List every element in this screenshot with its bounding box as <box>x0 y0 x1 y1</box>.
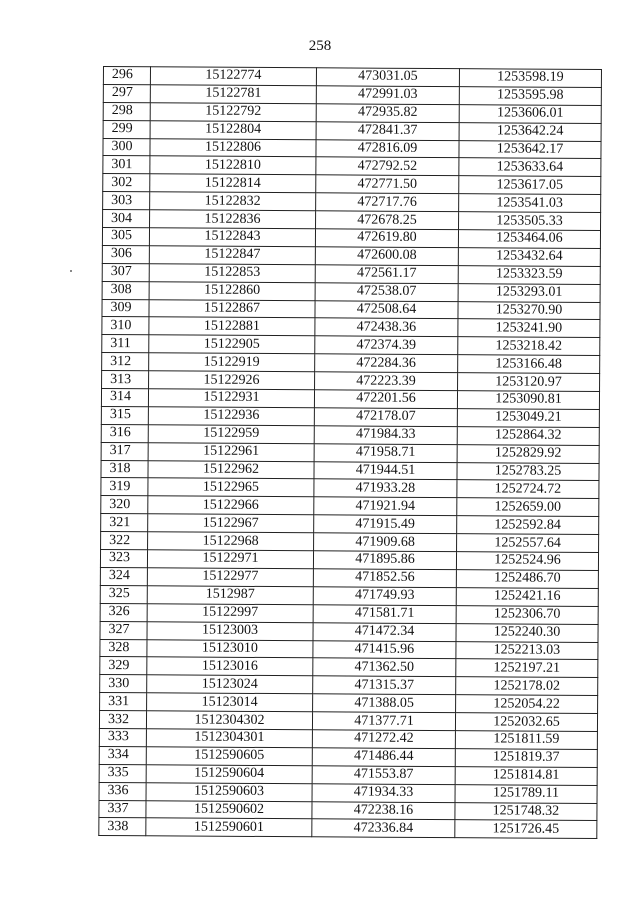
point-id-cell: 15122905 <box>149 335 315 354</box>
y-coordinate-cell: 1251814.81 <box>455 766 597 785</box>
row-number-cell: 310 <box>102 317 149 335</box>
x-coordinate-cell: 471909.68 <box>314 533 457 552</box>
point-id-cell: 15122832 <box>150 192 316 211</box>
row-number-cell: 332 <box>99 711 146 729</box>
row-number-cell: 304 <box>103 210 150 228</box>
page-number: 258 <box>308 38 332 54</box>
row-number-cell: 314 <box>101 389 148 407</box>
point-id-cell: 15122781 <box>150 85 316 104</box>
x-coordinate-cell: 472438.36 <box>315 318 458 337</box>
point-id-cell: 15123016 <box>147 657 313 676</box>
row-number-cell: 321 <box>101 514 148 532</box>
x-coordinate-cell: 472223.39 <box>315 372 458 391</box>
point-id-cell: 15122966 <box>148 496 314 515</box>
y-coordinate-cell: 1253090.81 <box>457 391 599 410</box>
row-number-cell: 298 <box>103 102 150 120</box>
y-coordinate-cell: 1253617.05 <box>459 176 601 195</box>
point-id-cell: 1512590604 <box>146 765 312 784</box>
y-coordinate-cell: 1252178.02 <box>456 677 598 696</box>
point-id-cell: 1512590602 <box>146 800 312 819</box>
x-coordinate-cell: 471984.33 <box>314 426 457 445</box>
point-id-cell: 15122810 <box>150 156 316 175</box>
row-number-cell: 333 <box>99 728 146 746</box>
y-coordinate-cell: 1252524.96 <box>456 552 598 571</box>
x-coordinate-cell: 472619.80 <box>315 229 458 248</box>
row-number-cell: 331 <box>100 693 147 711</box>
x-coordinate-cell: 472336.84 <box>312 819 455 838</box>
x-coordinate-cell: 472771.50 <box>316 175 459 194</box>
row-number-cell: 322 <box>101 532 148 550</box>
point-id-cell: 15122926 <box>149 371 315 390</box>
row-number-cell: 325 <box>100 585 147 603</box>
x-coordinate-cell: 471486.44 <box>312 748 455 767</box>
point-id-cell: 15123024 <box>147 675 313 694</box>
row-number-cell: 315 <box>101 406 148 424</box>
row-number-cell: 335 <box>99 764 146 782</box>
row-number-cell: 317 <box>101 442 148 460</box>
row-number-cell: 328 <box>100 639 147 657</box>
row-number-cell: 327 <box>100 621 147 639</box>
x-coordinate-cell: 472284.36 <box>315 354 458 373</box>
y-coordinate-cell: 1252213.03 <box>456 641 598 660</box>
x-coordinate-cell: 471895.86 <box>313 551 456 570</box>
point-id-cell: 15122881 <box>149 317 315 336</box>
x-coordinate-cell: 472935.82 <box>316 104 459 123</box>
y-coordinate-cell: 1253049.21 <box>457 409 599 428</box>
y-coordinate-cell: 1251748.32 <box>455 802 597 821</box>
y-coordinate-cell: 1253595.98 <box>459 87 601 106</box>
y-coordinate-cell: 1252421.16 <box>456 587 598 606</box>
point-id-cell: 15122962 <box>148 460 314 479</box>
x-coordinate-cell: 472561.17 <box>315 265 458 284</box>
row-number-cell: 336 <box>99 782 146 800</box>
point-id-cell: 15122806 <box>150 138 316 157</box>
point-id-cell: 15122814 <box>150 174 316 193</box>
point-id-cell: 1512590605 <box>146 747 312 766</box>
y-coordinate-cell: 1251811.59 <box>455 731 597 750</box>
y-coordinate-cell: 1253464.06 <box>458 230 600 249</box>
x-coordinate-cell: 471272.42 <box>312 730 455 749</box>
y-coordinate-cell: 1253218.42 <box>458 337 600 356</box>
x-coordinate-cell: 471915.49 <box>314 515 457 534</box>
y-coordinate-cell: 1252724.72 <box>457 480 599 499</box>
y-coordinate-cell: 1253241.90 <box>458 319 600 338</box>
y-coordinate-cell: 1251726.45 <box>455 820 597 839</box>
y-coordinate-cell: 1253166.48 <box>458 355 600 374</box>
point-id-cell: 15122919 <box>149 353 315 372</box>
x-coordinate-cell: 472991.03 <box>316 86 459 105</box>
point-id-cell: 15122959 <box>148 425 314 444</box>
y-coordinate-cell: 1252240.30 <box>456 623 598 642</box>
row-number-cell: 311 <box>102 335 149 353</box>
point-id-cell: 15122936 <box>148 407 314 426</box>
y-coordinate-cell: 1252783.25 <box>457 462 599 481</box>
row-number-cell: 329 <box>100 657 147 675</box>
row-number-cell: 318 <box>101 460 148 478</box>
x-coordinate-cell: 471415.96 <box>313 640 456 659</box>
x-coordinate-cell: 471315.37 <box>313 676 456 695</box>
row-number-cell: 307 <box>102 263 149 281</box>
x-coordinate-cell: 472841.37 <box>316 121 459 140</box>
x-coordinate-cell: 472600.08 <box>315 247 458 266</box>
row-number-cell: 330 <box>100 675 147 693</box>
y-coordinate-cell: 1252557.64 <box>457 534 599 553</box>
row-number-cell: 309 <box>102 299 149 317</box>
y-coordinate-cell: 1251819.37 <box>455 749 597 768</box>
x-coordinate-cell: 472792.52 <box>316 157 459 176</box>
row-number-cell: 297 <box>103 84 150 102</box>
x-coordinate-cell: 472508.64 <box>315 300 458 319</box>
point-id-cell: 15122867 <box>149 299 315 318</box>
x-coordinate-cell: 471933.28 <box>314 479 457 498</box>
point-id-cell: 15122931 <box>148 389 314 408</box>
row-number-cell: 326 <box>100 603 147 621</box>
x-coordinate-cell: 471553.87 <box>312 766 455 785</box>
y-coordinate-cell: 1251789.11 <box>455 784 597 803</box>
y-coordinate-cell: 1252486.70 <box>456 570 598 589</box>
point-id-cell: 15122792 <box>150 103 316 122</box>
x-coordinate-cell: 472374.39 <box>315 336 458 355</box>
row-number-cell: 305 <box>102 228 149 246</box>
y-coordinate-cell: 1253642.24 <box>459 122 601 141</box>
y-coordinate-cell: 1252032.65 <box>455 713 597 732</box>
row-number-cell: 334 <box>99 746 146 764</box>
y-coordinate-cell: 1252659.00 <box>457 498 599 517</box>
x-coordinate-cell: 471377.71 <box>312 712 455 731</box>
point-id-cell: 15122977 <box>147 568 313 587</box>
y-coordinate-cell: 1253120.97 <box>458 373 600 392</box>
row-number-cell: 300 <box>103 138 150 156</box>
scan-speck <box>70 270 72 272</box>
y-coordinate-cell: 1253541.03 <box>459 194 601 213</box>
row-number-cell: 324 <box>100 567 147 585</box>
point-id-cell: 15122836 <box>150 210 316 229</box>
point-id-cell: 15123003 <box>147 621 313 640</box>
point-id-cell: 15123014 <box>147 693 313 712</box>
coordinates-table <box>98 66 602 839</box>
point-id-cell: 1512987 <box>147 586 313 605</box>
y-coordinate-cell: 1252829.92 <box>457 444 599 463</box>
y-coordinate-cell: 1253270.90 <box>458 301 600 320</box>
coordinates-table-container <box>98 66 597 839</box>
point-id-cell: 15122968 <box>148 532 314 551</box>
x-coordinate-cell: 471934.33 <box>312 783 455 802</box>
x-coordinate-cell: 471921.94 <box>314 497 457 516</box>
point-id-cell: 1512304302 <box>146 711 312 730</box>
row-number-cell: 308 <box>102 281 149 299</box>
row-number-cell: 312 <box>102 353 149 371</box>
point-id-cell: 15123010 <box>147 639 313 658</box>
y-coordinate-cell: 1252054.22 <box>456 695 598 714</box>
coordinates-table-body <box>99 67 602 839</box>
point-id-cell: 1512590603 <box>146 782 312 801</box>
y-coordinate-cell: 1253505.33 <box>459 212 601 231</box>
x-coordinate-cell: 472201.56 <box>314 390 457 409</box>
row-number-cell: 320 <box>101 496 148 514</box>
point-id-cell: 1512590601 <box>146 818 312 837</box>
point-id-cell: 15122774 <box>150 67 316 86</box>
x-coordinate-cell: 471388.05 <box>313 694 456 713</box>
y-coordinate-cell: 1253633.64 <box>459 158 601 177</box>
row-number-cell: 306 <box>102 245 149 263</box>
y-coordinate-cell: 1253642.17 <box>459 140 601 159</box>
row-number-cell: 299 <box>103 120 150 138</box>
y-coordinate-cell: 1252592.84 <box>457 516 599 535</box>
point-id-cell: 15122997 <box>147 603 313 622</box>
y-coordinate-cell: 1253293.01 <box>458 283 600 302</box>
point-id-cell: 15122967 <box>148 514 314 533</box>
y-coordinate-cell: 1252864.32 <box>457 426 599 445</box>
row-number-cell: 302 <box>103 174 150 192</box>
point-id-cell: 15122971 <box>147 550 313 569</box>
point-id-cell: 15122847 <box>149 246 315 265</box>
row-number-cell: 296 <box>103 67 150 85</box>
point-id-cell: 15122843 <box>149 228 315 247</box>
y-coordinate-cell: 1253598.19 <box>459 69 601 88</box>
x-coordinate-cell: 472538.07 <box>315 282 458 301</box>
y-coordinate-cell: 1253323.59 <box>458 265 600 284</box>
point-id-cell: 15122961 <box>148 442 314 461</box>
point-id-cell: 15122860 <box>149 281 315 300</box>
table-row <box>99 818 597 839</box>
x-coordinate-cell: 471958.71 <box>314 444 457 463</box>
point-id-cell: 15122965 <box>148 478 314 497</box>
y-coordinate-cell: 1252197.21 <box>456 659 598 678</box>
x-coordinate-cell: 471472.34 <box>313 622 456 641</box>
x-coordinate-cell: 471852.56 <box>313 569 456 588</box>
x-coordinate-cell: 471944.51 <box>314 461 457 480</box>
x-coordinate-cell: 472238.16 <box>312 801 455 820</box>
x-coordinate-cell: 472678.25 <box>316 211 459 230</box>
x-coordinate-cell: 473031.05 <box>316 68 459 87</box>
x-coordinate-cell: 471362.50 <box>313 658 456 677</box>
x-coordinate-cell: 472816.09 <box>316 139 459 158</box>
y-coordinate-cell: 1252306.70 <box>456 605 598 624</box>
point-id-cell: 1512304301 <box>146 729 312 748</box>
y-coordinate-cell: 1253432.64 <box>458 248 600 267</box>
row-number-cell: 301 <box>103 156 150 174</box>
y-coordinate-cell: 1253606.01 <box>459 104 601 123</box>
x-coordinate-cell: 472178.07 <box>314 408 457 427</box>
row-number-cell: 313 <box>102 371 149 389</box>
row-number-cell: 337 <box>99 800 146 818</box>
point-id-cell: 15122853 <box>149 264 315 283</box>
x-coordinate-cell: 471581.71 <box>313 605 456 624</box>
x-coordinate-cell: 472717.76 <box>316 193 459 212</box>
row-number-cell: 319 <box>101 478 148 496</box>
row-number-cell: 338 <box>99 818 146 836</box>
row-number-cell: 316 <box>101 424 148 442</box>
row-number-cell: 323 <box>100 550 147 568</box>
point-id-cell: 15122804 <box>150 120 316 139</box>
row-number-cell: 303 <box>103 192 150 210</box>
x-coordinate-cell: 471749.93 <box>313 587 456 606</box>
